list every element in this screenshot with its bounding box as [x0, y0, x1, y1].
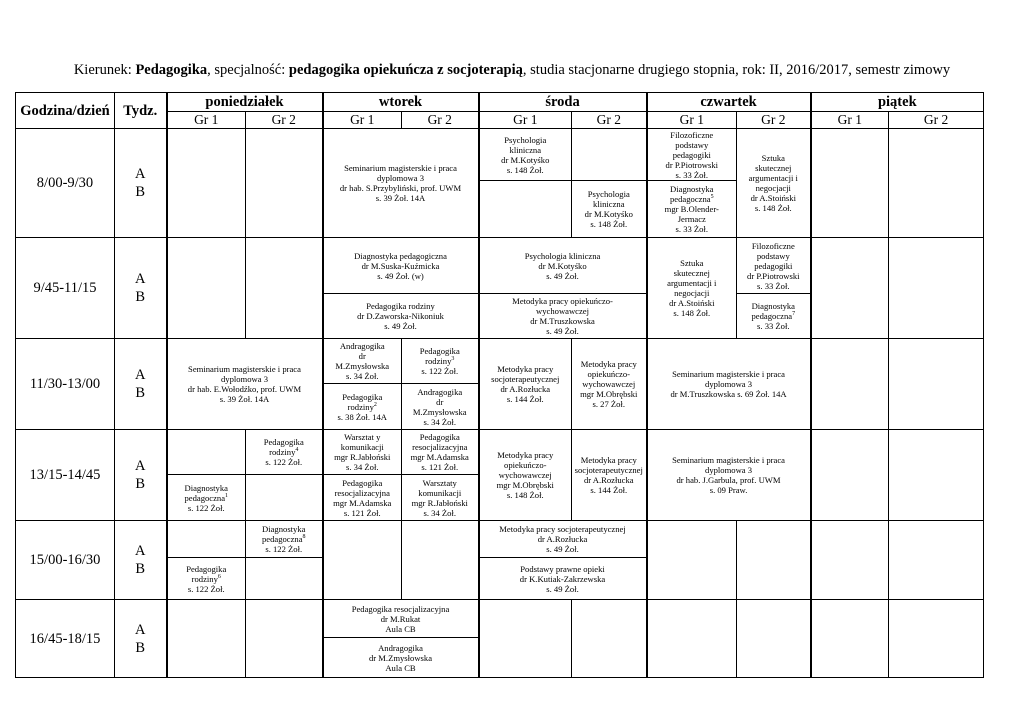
empty-cell [889, 430, 984, 521]
empty-cell [647, 521, 737, 600]
empty-cell [246, 558, 323, 600]
group-header: Gr 2 [737, 112, 811, 129]
week-ab: A B [115, 600, 167, 678]
empty-cell [811, 600, 889, 678]
empty-cell [647, 600, 737, 678]
week-ab: A B [115, 129, 167, 238]
day-wednesday: środa [479, 93, 647, 112]
class-cell: Sztuka skutecznej argumentacji i negocjacji dr A.Stoiński s. 148 Żoł. [647, 238, 737, 339]
empty-cell [246, 129, 323, 238]
class-cell: Filozoficzne podstawy pedagogiki dr P.Piotrowski s. 33 Żoł. [647, 129, 737, 181]
class-cell: Warsztaty komunikacji mgr R.Jabłoński s. 34 Żoł. [402, 475, 479, 521]
class-cell: Pedagogika resocjalizacyjna mgr M.Adamska s. 121 Żoł. [323, 475, 402, 521]
class-cell: Podstawy prawne opieki dr K.Kutiak-Zakrzewska s. 49 Żoł. [479, 558, 647, 600]
week-ab: A B [115, 238, 167, 339]
empty-cell [889, 600, 984, 678]
schedule-table [15, 92, 984, 678]
group-header: Gr 1 [811, 112, 889, 129]
class-cell: Diagnostyka pedagoczna$^5$ mgr B.Olender- Jermacz s. 33 Żoł. [647, 181, 737, 238]
class-cell: Andragogika dr M.Zmysłowska Aula CB [323, 638, 479, 678]
class-cell: Sztuka skutecznej argumentacji i negocjacji dr A.Stoiński s. 148 Żoł. [737, 129, 811, 238]
empty-cell [246, 238, 323, 339]
empty-cell [246, 600, 323, 678]
empty-cell [811, 238, 889, 339]
empty-cell [167, 129, 246, 238]
day-thursday: czwartek [647, 93, 811, 112]
class-cell: Diagnostyka pedagogiczna dr M.Suska-Kuźmicka s. 49 Żoł. (w) [323, 238, 479, 294]
empty-cell [811, 430, 889, 521]
group-header: Gr 1 [167, 112, 246, 129]
class-cell: Pedagogika rodziny dr D.Zaworska-Nikoniuk s. 49 Żoł. [323, 294, 479, 339]
class-cell: Seminarium magisterskie i praca dyplomowa 3 dr hab. E.Wołodźko, prof. UWM s. 39 Żoł. 14A [167, 339, 323, 430]
group-header: Gr 2 [572, 112, 647, 129]
class-cell: Metodyka pracy socjoterapeutycznej dr A.Rozłucka s. 144 Żoł. [479, 339, 572, 430]
class-cell: Pedagogika rodziny$^3$ s. 122 Żoł. [402, 339, 479, 384]
slot-time: 13/15-14/45 [16, 430, 115, 521]
empty-cell [479, 600, 572, 678]
day-monday: poniedziałek [167, 93, 323, 112]
empty-cell [737, 521, 811, 600]
class-cell: Psychologia kliniczna dr M.Kotyśko s. 148 Żoł. [572, 181, 647, 238]
group-header: Gr 2 [889, 112, 984, 129]
class-cell: Seminarium magisterskie i praca dyplomowa 3 dr M.Truszkowska s. 69 Żoł. 14A [647, 339, 811, 430]
class-cell: Psychologia kliniczna dr M.Kotyśko s. 49 Żoł. [479, 238, 647, 294]
class-cell: Filozoficzne podstawy pedagogiki dr P.Piotrowski s. 33 Żoł. [737, 238, 811, 294]
empty-cell [167, 600, 246, 678]
class-cell: Pedagogika resocjalizacyjna mgr M.Adamska s. 121 Żoł. [402, 430, 479, 475]
day-friday: piątek [811, 93, 984, 112]
page-title [0, 62, 1024, 79]
title-specialty: pedagogika opiekuńcza z socjoterapią [288, 62, 523, 78]
group-header: Gr 2 [402, 112, 479, 129]
slot-time: 9/45-11/15 [16, 238, 115, 339]
group-header: Gr 1 [323, 112, 402, 129]
header-hour-day: Godzina/dzień [16, 93, 115, 129]
empty-cell [402, 521, 479, 600]
slot-time: 8/00-9/30 [16, 129, 115, 238]
class-cell: Pedagogika rodziny$^4$ s. 122 Żoł. [246, 430, 323, 475]
class-cell: Metodyka pracy socjoterapeutycznej dr A.Rozłucka s. 144 Żoł. [572, 430, 647, 521]
class-cell: Pedagogika rodziny$^6$ s. 122 Żoł. [167, 558, 246, 600]
class-cell: Metodyka pracy opiekuńczo- wychowawczej mgr M.Obrębski s. 148 Żoł. [479, 430, 572, 521]
slot-time: 16/45-18/15 [16, 600, 115, 678]
group-header: Gr 1 [647, 112, 737, 129]
title-sep: , specjalność: [207, 62, 289, 78]
week-ab: A B [115, 430, 167, 521]
empty-cell [479, 181, 572, 238]
class-cell: Seminarium magisterskie i praca dyplomowa 3 dr hab. J.Garbula, prof. UWM s. 09 Praw. [647, 430, 811, 521]
class-cell: Diagnostyka pedagoczna$^1$ s. 122 Żoł. [167, 475, 246, 521]
class-cell: Metodyka pracy socjoterapeutycznej dr A.Rozłucka s. 49 Żoł. [479, 521, 647, 558]
empty-cell [811, 521, 889, 600]
week-ab: A B [115, 521, 167, 600]
title-field: Pedagogika [135, 62, 208, 78]
empty-cell [889, 129, 984, 238]
empty-cell [572, 600, 647, 678]
empty-cell [167, 521, 246, 558]
group-header: Gr 2 [246, 112, 323, 129]
class-cell: Andragogika dr M.Zmysłowska s. 34 Żoł. [323, 339, 402, 384]
empty-cell [889, 521, 984, 600]
empty-cell [167, 430, 246, 475]
empty-cell [572, 129, 647, 181]
empty-cell [811, 339, 889, 430]
title-prefix: Kierunek: [73, 62, 136, 78]
class-cell: Pedagogika resocjalizacyjna dr M.Rukat Aula CB [323, 600, 479, 638]
empty-cell [323, 521, 402, 600]
class-cell: Pedagogika rodziny$^2$ s. 38 Żoł. 14A [323, 384, 402, 430]
class-cell: Metodyka pracy opiekuńczo- wychowawczej dr M.Truszkowska s. 49 Żoł. [479, 294, 647, 339]
empty-cell [246, 475, 323, 521]
empty-cell [811, 129, 889, 238]
class-cell: Warsztat y komunikacji mgr R.Jabłoński s. 34 Żoł. [323, 430, 402, 475]
empty-cell [737, 600, 811, 678]
class-cell: Diagnostyka pedagoczna$^8$ s. 122 Żoł. [246, 521, 323, 558]
empty-cell [889, 238, 984, 339]
header-week: Tydz. [115, 93, 167, 129]
class-cell: Psychologia kliniczna dr M.Kotyśko s. 148 Żoł. [479, 129, 572, 181]
empty-cell [167, 238, 246, 339]
class-cell: Metodyka pracy opiekuńczo- wychowawczej mgr M.Obrębski s. 27 Żoł. [572, 339, 647, 430]
class-cell: Seminarium magisterskie i praca dyplomowa 3 dr hab. S.Przybyliński, prof. UWM s. 39 Żoł. 14A [323, 129, 479, 238]
empty-cell [889, 339, 984, 430]
week-ab: A B [115, 339, 167, 430]
class-cell: Diagnostyka pedagoczna$^7$ s. 33 Żoł. [737, 294, 811, 339]
slot-time: 11/30-13/00 [16, 339, 115, 430]
class-cell: Andragogika dr M.Zmysłowska s. 34 Żoł. [402, 384, 479, 430]
slot-time: 15/00-16/30 [16, 521, 115, 600]
group-header: Gr 1 [479, 112, 572, 129]
title-suffix: , studia stacjonarne drugiego stopnia, rok: II, 2016/2017, semestr zimowy [522, 62, 951, 78]
day-tuesday: wtorek [323, 93, 479, 112]
